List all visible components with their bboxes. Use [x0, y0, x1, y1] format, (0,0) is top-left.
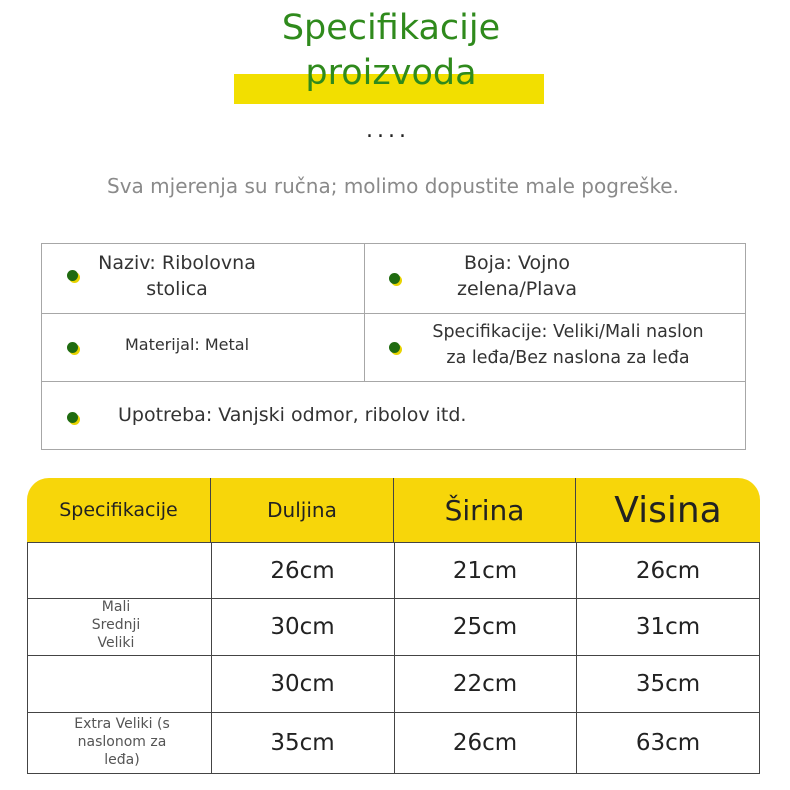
header-height: Visina — [614, 489, 722, 531]
info-material: Materijal: Metal — [124, 335, 250, 354]
size-label-extra-veliki: Extra Veliki (s naslonom za leđa) — [74, 716, 170, 768]
table-cell-height: 63cm — [635, 730, 701, 756]
title-line-2: proizvoda — [305, 53, 477, 93]
header-specifications: Specifikacije — [27, 478, 211, 542]
table-cell-width: 26cm — [452, 730, 518, 756]
table-cell-length: 30cm — [270, 614, 335, 640]
table-cell-length: 26cm — [270, 557, 335, 584]
table-cell-height: 31cm — [635, 614, 701, 640]
title-section — [0, 0, 790, 120]
bullet-icon — [389, 273, 400, 284]
table-cell-width: 21cm — [452, 557, 518, 584]
measurement-note: Sva mjerenja su ručna; molimo dopustite male pogreške. — [107, 174, 679, 198]
table-cell-height: 26cm — [635, 557, 701, 584]
table-cell-height: 35cm — [635, 671, 701, 697]
size-label-mali-srednji-veliki: Mali Srednji Veliki — [91, 599, 141, 651]
table-cell-width: 25cm — [452, 614, 518, 640]
header-length: Duljina — [211, 478, 394, 542]
info-specifications: Specifikacije: Veliki/Mali naslon za leđa/Bez naslona za leđa — [432, 322, 704, 368]
bullet-icon — [389, 342, 400, 353]
bullet-icon — [67, 412, 78, 423]
page-title — [0, 6, 782, 96]
title-line-1: Specifikacije — [281, 8, 501, 48]
info-name: Naziv: Ribolovna stolica — [98, 252, 256, 300]
header-width: Širina — [394, 478, 576, 542]
info-usage: Upotreba: Vanjski odmor, ribolov itd. — [118, 404, 467, 426]
product-info-table — [41, 243, 746, 450]
table-cell-width: 22cm — [452, 671, 518, 697]
size-table-header — [27, 478, 760, 542]
decorative-dots: .... — [366, 118, 410, 143]
bullet-icon — [67, 270, 78, 281]
size-table — [27, 478, 760, 774]
bullet-icon — [67, 342, 78, 353]
info-color: Boja: Vojno zelena/Plava — [457, 252, 577, 300]
table-cell-length: 35cm — [270, 730, 335, 756]
table-cell-length: 30cm — [270, 671, 335, 697]
